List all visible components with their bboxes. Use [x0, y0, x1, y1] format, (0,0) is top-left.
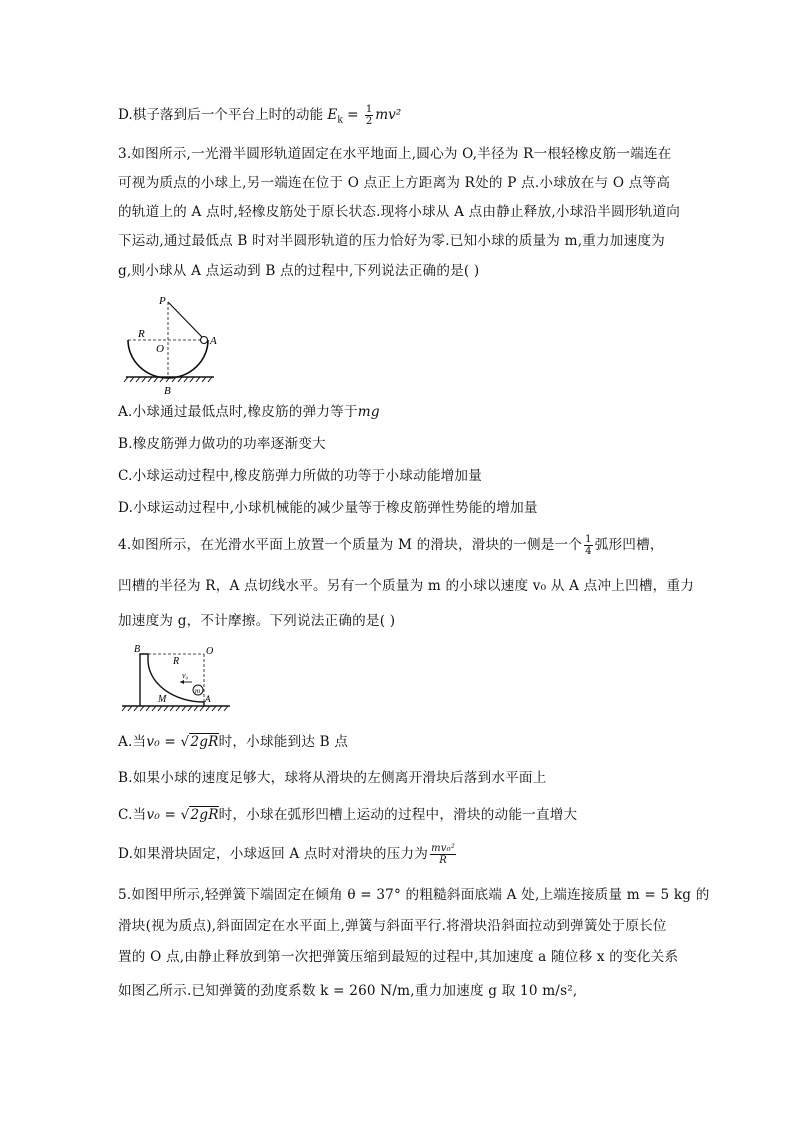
q4-option-a-post: 时，小球能到达 B 点 [218, 734, 349, 750]
q4-option-d [118, 843, 458, 866]
q2-option-d-text: D.棋子落到后一个平台上时的动能 [118, 107, 324, 123]
label-o: O [156, 343, 164, 355]
q4-option-a [118, 733, 348, 751]
q4-option-a-pre: A.当 [118, 734, 147, 750]
half-fraction [365, 104, 373, 127]
q4-option-c-post: 时，小球在弧形凹槽上运动的过程中，滑块的动能一直增大 [218, 807, 578, 823]
q3-option-a-text: A.小球通过最低点时,橡皮筋的弹力等于 [118, 404, 358, 420]
q3-option-a [118, 403, 380, 421]
q4-line-3: 加速度为 g，不计摩擦。下列说法正确的是( ) [118, 613, 396, 629]
q3-line-4: 下运动,通过最低点 B 时对半圆形轨道的压力恰好为零.已知小球的质量为 m,重力加速度为 [118, 233, 665, 249]
equals: = [342, 107, 363, 123]
q4-option-c-pre: C.当 [118, 807, 147, 823]
frac-num: 1 [365, 104, 373, 115]
q4-option-c-rad: 2gR [190, 807, 219, 823]
slider-block [140, 654, 204, 706]
ball-a [201, 337, 208, 344]
q3-option-c: C.小球运动过程中,橡皮筋弹力所做的功等于小球动能增加量 [118, 468, 483, 484]
q4-option-c [118, 806, 577, 824]
q4-option-a-rad: 2gR [190, 734, 219, 750]
q5-line-1: 5.如图甲所示,轻弹簧下端固定在倾角 θ = 37° 的粗糙斜面底端 A 处,上端连接质量 m = 5 kg 的 [118, 887, 710, 903]
mv2: mv² [375, 107, 402, 123]
label-p: P [159, 295, 166, 307]
q4-line-1-b: 弧形凹槽， [594, 537, 664, 553]
q4-figure [118, 640, 238, 720]
q5-line-4: 如图乙所示.已知弹簧的劲度系数 k = 260 N/m,重力加速度 g 取 10 m/s², [118, 983, 578, 999]
q5-line-3: 置的 O 点,由静止释放到第一次把弹簧压缩到最短的过程中,其加速度 a 随位移 x 的变化关系 [118, 949, 679, 965]
frac-den: R [439, 855, 447, 866]
q4-line-1-a: 4.如图所示，在光滑水平面上放置一个质量为 M 的滑块，滑块的一侧是一个 [118, 537, 583, 553]
frac-den: 4 [585, 546, 592, 557]
q3-line-5: g,则小球从 A 点运动到 B 点的过程中,下列说法正确的是( ) [118, 263, 480, 279]
frac-den: 2 [365, 116, 373, 127]
label-m-block: M [158, 694, 167, 705]
label-a: A [210, 335, 217, 347]
q4-option-c-v: v₀ = √ [146, 807, 190, 823]
q3-option-b: B.橡皮筋弹力做功的功率逐渐变大 [118, 436, 326, 452]
q4-option-b: B.如果小球的速度足够大，球将从滑块的左侧离开滑块后落到水平面上 [118, 770, 547, 786]
label-o: O [206, 646, 214, 657]
q4-option-a-v: v₀ = √ [146, 734, 190, 750]
q5-line-2: 滑块(视为质点),斜面固定在水平面上,弹簧与斜面平行.将滑块沿斜面拉动到弹簧处于原长位 [118, 918, 667, 934]
q4-line-2: 凹槽的半径为 R，A 点切线水平。另有一个质量为 m 的小球以速度 v₀ 从 A 点冲上凹槽，重力 [118, 578, 695, 594]
q3-option-a-mg: mg [357, 404, 380, 420]
q4-option-d-pre: D.如果滑块固定，小球返回 A 点时对滑块的压力为 [118, 846, 429, 862]
frac-num: mv₀² [431, 843, 456, 854]
label-b: B [164, 385, 171, 397]
ek-subscript: k [337, 115, 343, 126]
q3-line-1: 3.如图所示,一光滑半圆形轨道固定在水平地面上,圆心为 O,半径为 R一根轻橡皮筋一端连在 [118, 146, 672, 162]
q4-option-d-fraction [430, 843, 456, 866]
q3-option-d: D.小球运动过程中,小球机械能的减少量等于橡皮筋弹性势能的增加量 [118, 500, 538, 516]
q3-line-3: 的轨道上的 A 点时,轻橡皮筋处于原长状态.现将小球从 A 点由静止释放,小球沿半圆形轨道向 [118, 204, 681, 220]
label-a: A [205, 694, 211, 704]
label-r: R [173, 656, 180, 667]
label-m-ball: m [195, 687, 201, 695]
quarter-fraction [584, 534, 593, 557]
label-b: B [134, 644, 141, 655]
q2-option-d [118, 104, 401, 130]
ek-symbol: E [327, 107, 338, 123]
q3-figure [118, 288, 238, 398]
q3-line-2: 可视为质点的小球上,另一端连在位于 O 点正上方距离为 R处的 P 点.小球放在与 O 点等高 [118, 175, 671, 191]
frac-num: 1 [585, 534, 592, 545]
label-v0: v₀ [182, 671, 189, 680]
label-r: R [138, 328, 145, 340]
q4-line-1 [118, 534, 664, 557]
rubber-band [168, 302, 202, 337]
